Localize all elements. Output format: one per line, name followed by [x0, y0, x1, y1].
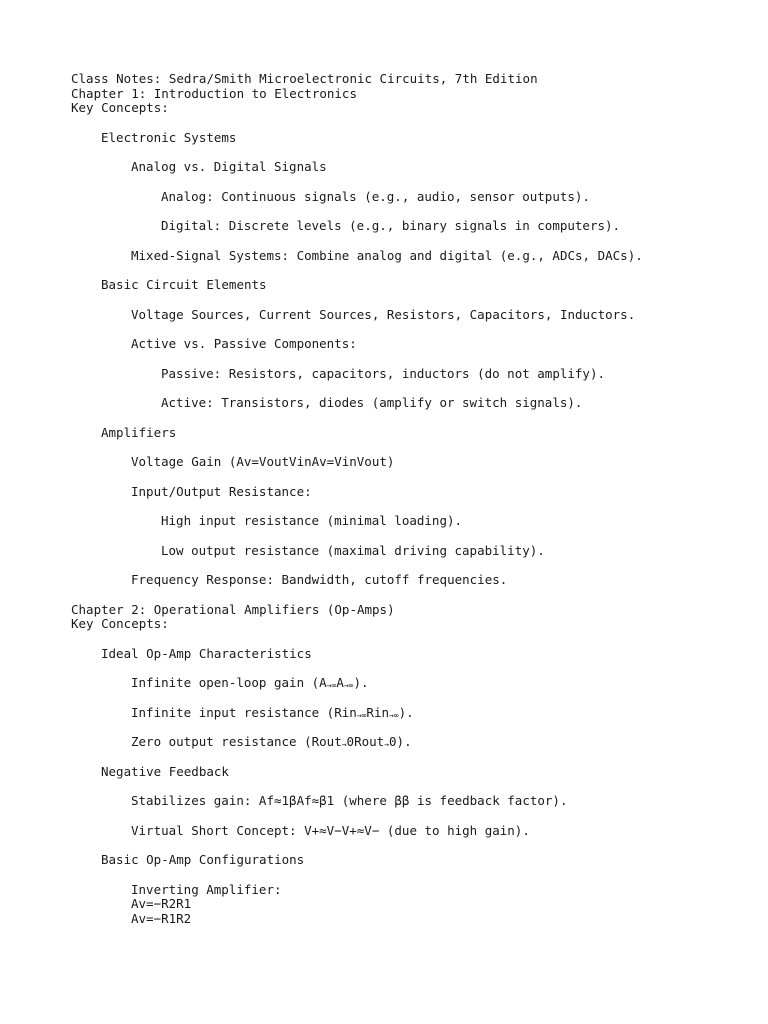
item-virtual-short: Virtual Short Concept: V+≈V−V+≈V− (due to high gain).: [131, 822, 530, 838]
heading-basic-circuit-elements: Basic Circuit Elements: [101, 277, 267, 292]
item-low-output: Low output resistance (maximal driving capability).: [161, 542, 545, 558]
heading-basic-configurations: Basic Op-Amp Configurations: [101, 852, 305, 867]
equation-line-2: Av=−R1R2: [131, 910, 192, 926]
heading-negative-feedback: Negative Feedback: [101, 763, 229, 779]
header-line: Class Notes: Sedra/Smith Microelectronic Circuits, 7th Edition: [71, 71, 538, 86]
equation-line-1: Av=−R2R1: [131, 896, 192, 911]
item-voltage-gain: Voltage Gain (Av=VoutVinAv=VinVout): [131, 454, 395, 469]
item-active: Active: Transistors, diodes (amplify or switch signals).: [161, 395, 583, 410]
subheading-analog-vs-digital: Analog vs. Digital Signals: [131, 159, 327, 174]
item-mixed-signal: Mixed-Signal Systems: Combine analog and digital (e.g., ADCs, DACs).: [131, 247, 643, 263]
heading-ideal-op-amp: Ideal Op-Amp Characteristics: [101, 645, 312, 661]
chapter-1-title: Chapter 1: Introduction to Electronics: [71, 85, 357, 101]
chapter-2-title: Chapter 2: Operational Amplifiers (Op-Amps): [71, 601, 395, 617]
subheading-active-passive: Active vs. Passive Components:: [131, 336, 357, 351]
item-digital: Digital: Discrete levels (e.g., binary signals in computers).: [161, 218, 621, 233]
heading-electronic-systems: Electronic Systems: [101, 129, 237, 145]
subheading-io-resistance: Input/Output Resistance:: [131, 483, 312, 499]
item-inverting-amplifier: Inverting Amplifier:: [131, 881, 282, 897]
item-high-input: High input resistance (minimal loading).: [161, 513, 463, 528]
item-frequency-response: Frequency Response: Bandwidth, cutoff frequencies.: [131, 572, 508, 587]
item-input-resistance: Infinite input resistance (Rin→∞Rin→∞).: [131, 704, 414, 720]
item-passive: Passive: Resistors, capacitors, inductors (do not amplify).: [161, 365, 606, 381]
item-open-loop-gain: Infinite open-loop gain (A→∞A→∞).: [131, 675, 369, 690]
heading-amplifiers: Amplifiers: [101, 424, 177, 440]
key-concepts-label-2: Key Concepts:: [71, 616, 169, 631]
item-output-resistance: Zero output resistance (Rout→0Rout→0).: [131, 734, 412, 749]
key-concepts-label: Key Concepts:: [71, 100, 169, 115]
item-sources: Voltage Sources, Current Sources, Resistors, Capacitors, Inductors.: [131, 306, 636, 322]
item-analog: Analog: Continuous signals (e.g., audio, sensor outputs).: [161, 188, 590, 204]
document: [71, 72, 761, 926]
item-stabilizes-gain: Stabilizes gain: Af≈1βAf≈β1 (where ββ is feedback factor).: [131, 793, 568, 808]
